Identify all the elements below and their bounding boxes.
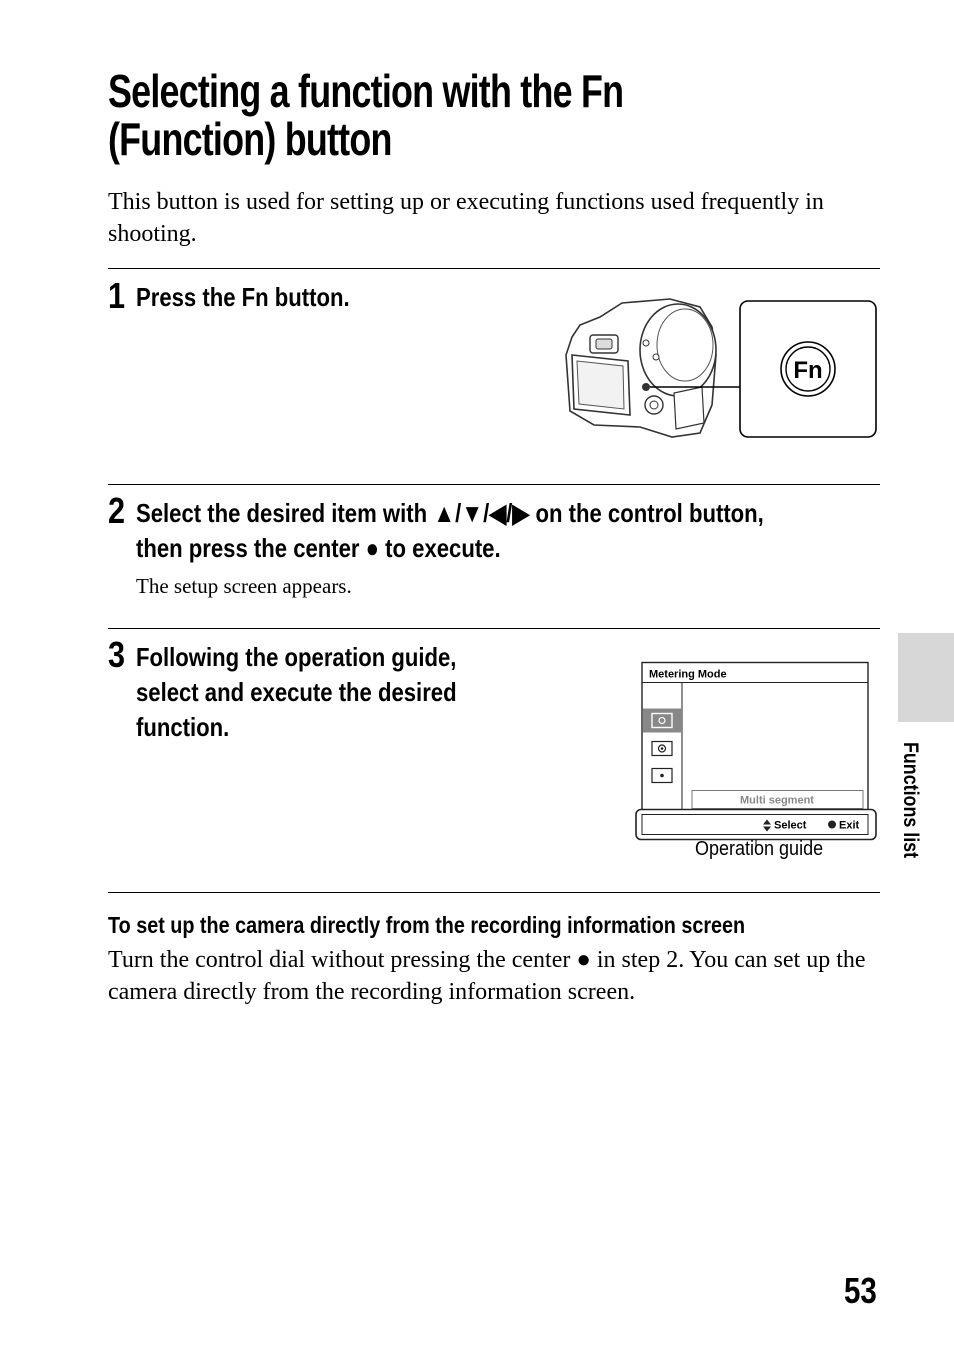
step-3-line: Following the operation guide,	[136, 642, 457, 672]
chapter-tab-label	[896, 742, 922, 878]
step-3-line: select and execute the desired	[136, 677, 457, 707]
guide-select-label: Select	[774, 819, 807, 832]
page-title-line-2: (Function) button	[108, 113, 392, 165]
page-number: 53	[844, 1270, 877, 1311]
step-2-number: 2	[108, 490, 126, 531]
page-title-line-1: Selecting a function with the Fn	[108, 65, 624, 117]
intro-paragraph: This button is used for setting up or executing functions used frequently in shooting.	[108, 189, 824, 247]
step-2-text	[136, 496, 764, 566]
guide-exit-label: Exit	[839, 819, 860, 832]
setup-screen-illustration	[634, 648, 878, 863]
fn-button-label: Fn	[793, 357, 823, 384]
operation-guide-callout: Operation guide	[695, 838, 824, 860]
step-1-line: Press the Fn button.	[136, 282, 350, 312]
step-2-line: Select the desired item with ▲/▼/◀/▶ on the control button,	[136, 498, 764, 528]
section-body: Turn the control dial without pressing the center ● in step 2. You can set up the camera directly from the recording information screen.	[108, 947, 866, 1005]
divider	[108, 628, 880, 629]
chapter-tab	[898, 633, 954, 722]
screen-header: Metering Mode	[649, 668, 727, 681]
selected-value: Multi segment	[740, 794, 814, 807]
divider	[108, 268, 880, 269]
step-2-line: then press the center ● to execute.	[136, 533, 501, 563]
section-heading: To set up the camera directly from the recording information screen	[108, 912, 746, 938]
step-3-number: 3	[108, 634, 126, 675]
divider	[108, 484, 880, 485]
step-1-text	[136, 280, 350, 315]
step-3-text	[136, 640, 457, 745]
step-1-number: 1	[108, 275, 126, 316]
step-3-line: function.	[136, 712, 230, 742]
camera-illustration	[560, 295, 880, 441]
chapter-tab-text: Functions list	[899, 742, 922, 859]
divider	[108, 892, 880, 893]
step-2-note: The setup screen appears.	[136, 574, 352, 598]
center-button-icon	[828, 821, 836, 829]
